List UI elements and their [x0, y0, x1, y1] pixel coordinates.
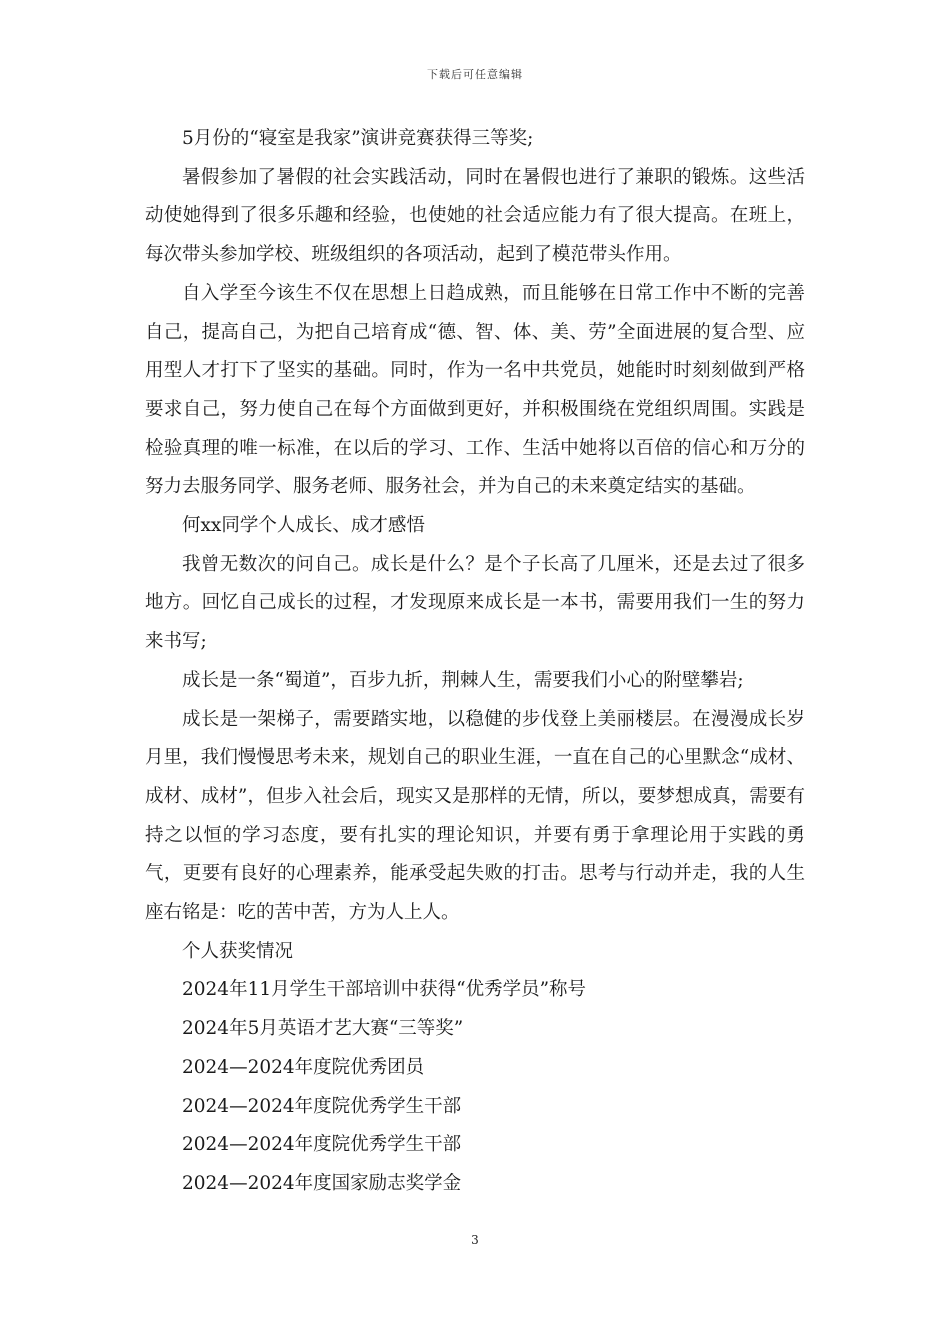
paragraph-speech-award: 5月份的“寝室是我家”演讲竞赛获得三等奖; — [182, 128, 534, 149]
paragraph-growth-road: 成长是一条“蜀道”，百步九折，荆棘人生，需要我们小心的附壁攀岩; — [182, 669, 744, 691]
page-header: 下载后可任意编辑 — [427, 68, 523, 81]
section-heading-reflection: 何xx同学个人成长、成才感悟 — [182, 515, 425, 537]
document-body — [145, 120, 805, 1204]
award-item: 2024年11月学生干部培训中获得“优秀学员”称号 — [182, 979, 587, 1001]
paragraph-summer-practice: 暑假参加了暑假的社会实践活动，同时在暑假也进行了兼职的锻炼。这些活动使她得到了很多乐趣和经验，也使她的社会适应能力有了很大提高。在班上，每次带头参加学校、班级组织的各项活动，起到了模范带头作用。 — [145, 166, 805, 266]
paragraph-growth-summary: 自入学至今该生不仅在思想上日趋成熟，而且能够在日常工作中不断的完善自己，提高自己，为把自己培育成“德、智、体、美、劳”全面进展的复合型、应用型人才打下了坚实的基础。同时，作为一名中共党员，她能时时刻刻做到严格要求自己，努力使自己在每个方面做到更好，并积极围绕在党组织周围。实践是检验真理的唯一标准，在以后的学习、工作、生活中她将以百倍的信心和万分的努力去服务同学、服务老师、服务社会，并为自己的未来奠定结实的基础。 — [145, 282, 805, 498]
award-item: 2024年5月英语才艺大赛“三等奖” — [182, 1018, 464, 1040]
award-item: 2024—2024年度院优秀学生干部 — [182, 1134, 462, 1156]
page-number: 3 — [471, 1233, 479, 1247]
section-heading-awards: 个人获奖情况 — [182, 940, 294, 962]
paragraph-what-is-growth: 我曾无数次的问自己。成长是什么？是个子长高了几厘米，还是去过了很多地方。回忆自己成长的过程，才发现原来成长是一本书，需要用我们一生的努力来书写; — [145, 553, 805, 653]
award-item: 2024—2024年度国家励志奖学金 — [182, 1172, 462, 1194]
award-item: 2024—2024年度院优秀团员 — [182, 1056, 425, 1078]
award-item: 2024—2024年度院优秀学生干部 — [182, 1095, 462, 1117]
paragraph-growth-ladder: 成长是一架梯子，需要踏实地，以稳健的步伐登上美丽楼层。在漫漫成长岁月里，我们慢慢思考未来，规划自己的职业生涯，一直在自己的心里默念“成材、成材、成材”，但步入社会后，现实又是那样的无情，所以，要梦想成真，需要有持之以恒的学习态度，要有扎实的理论知识，并要有勇于拿理论用于实践的勇气，更要有良好的心理素养，能承受起失败的打击。思考与行动并走，我的人生座右铭是：吃的苦中苦，方为人上人。 — [145, 708, 805, 924]
